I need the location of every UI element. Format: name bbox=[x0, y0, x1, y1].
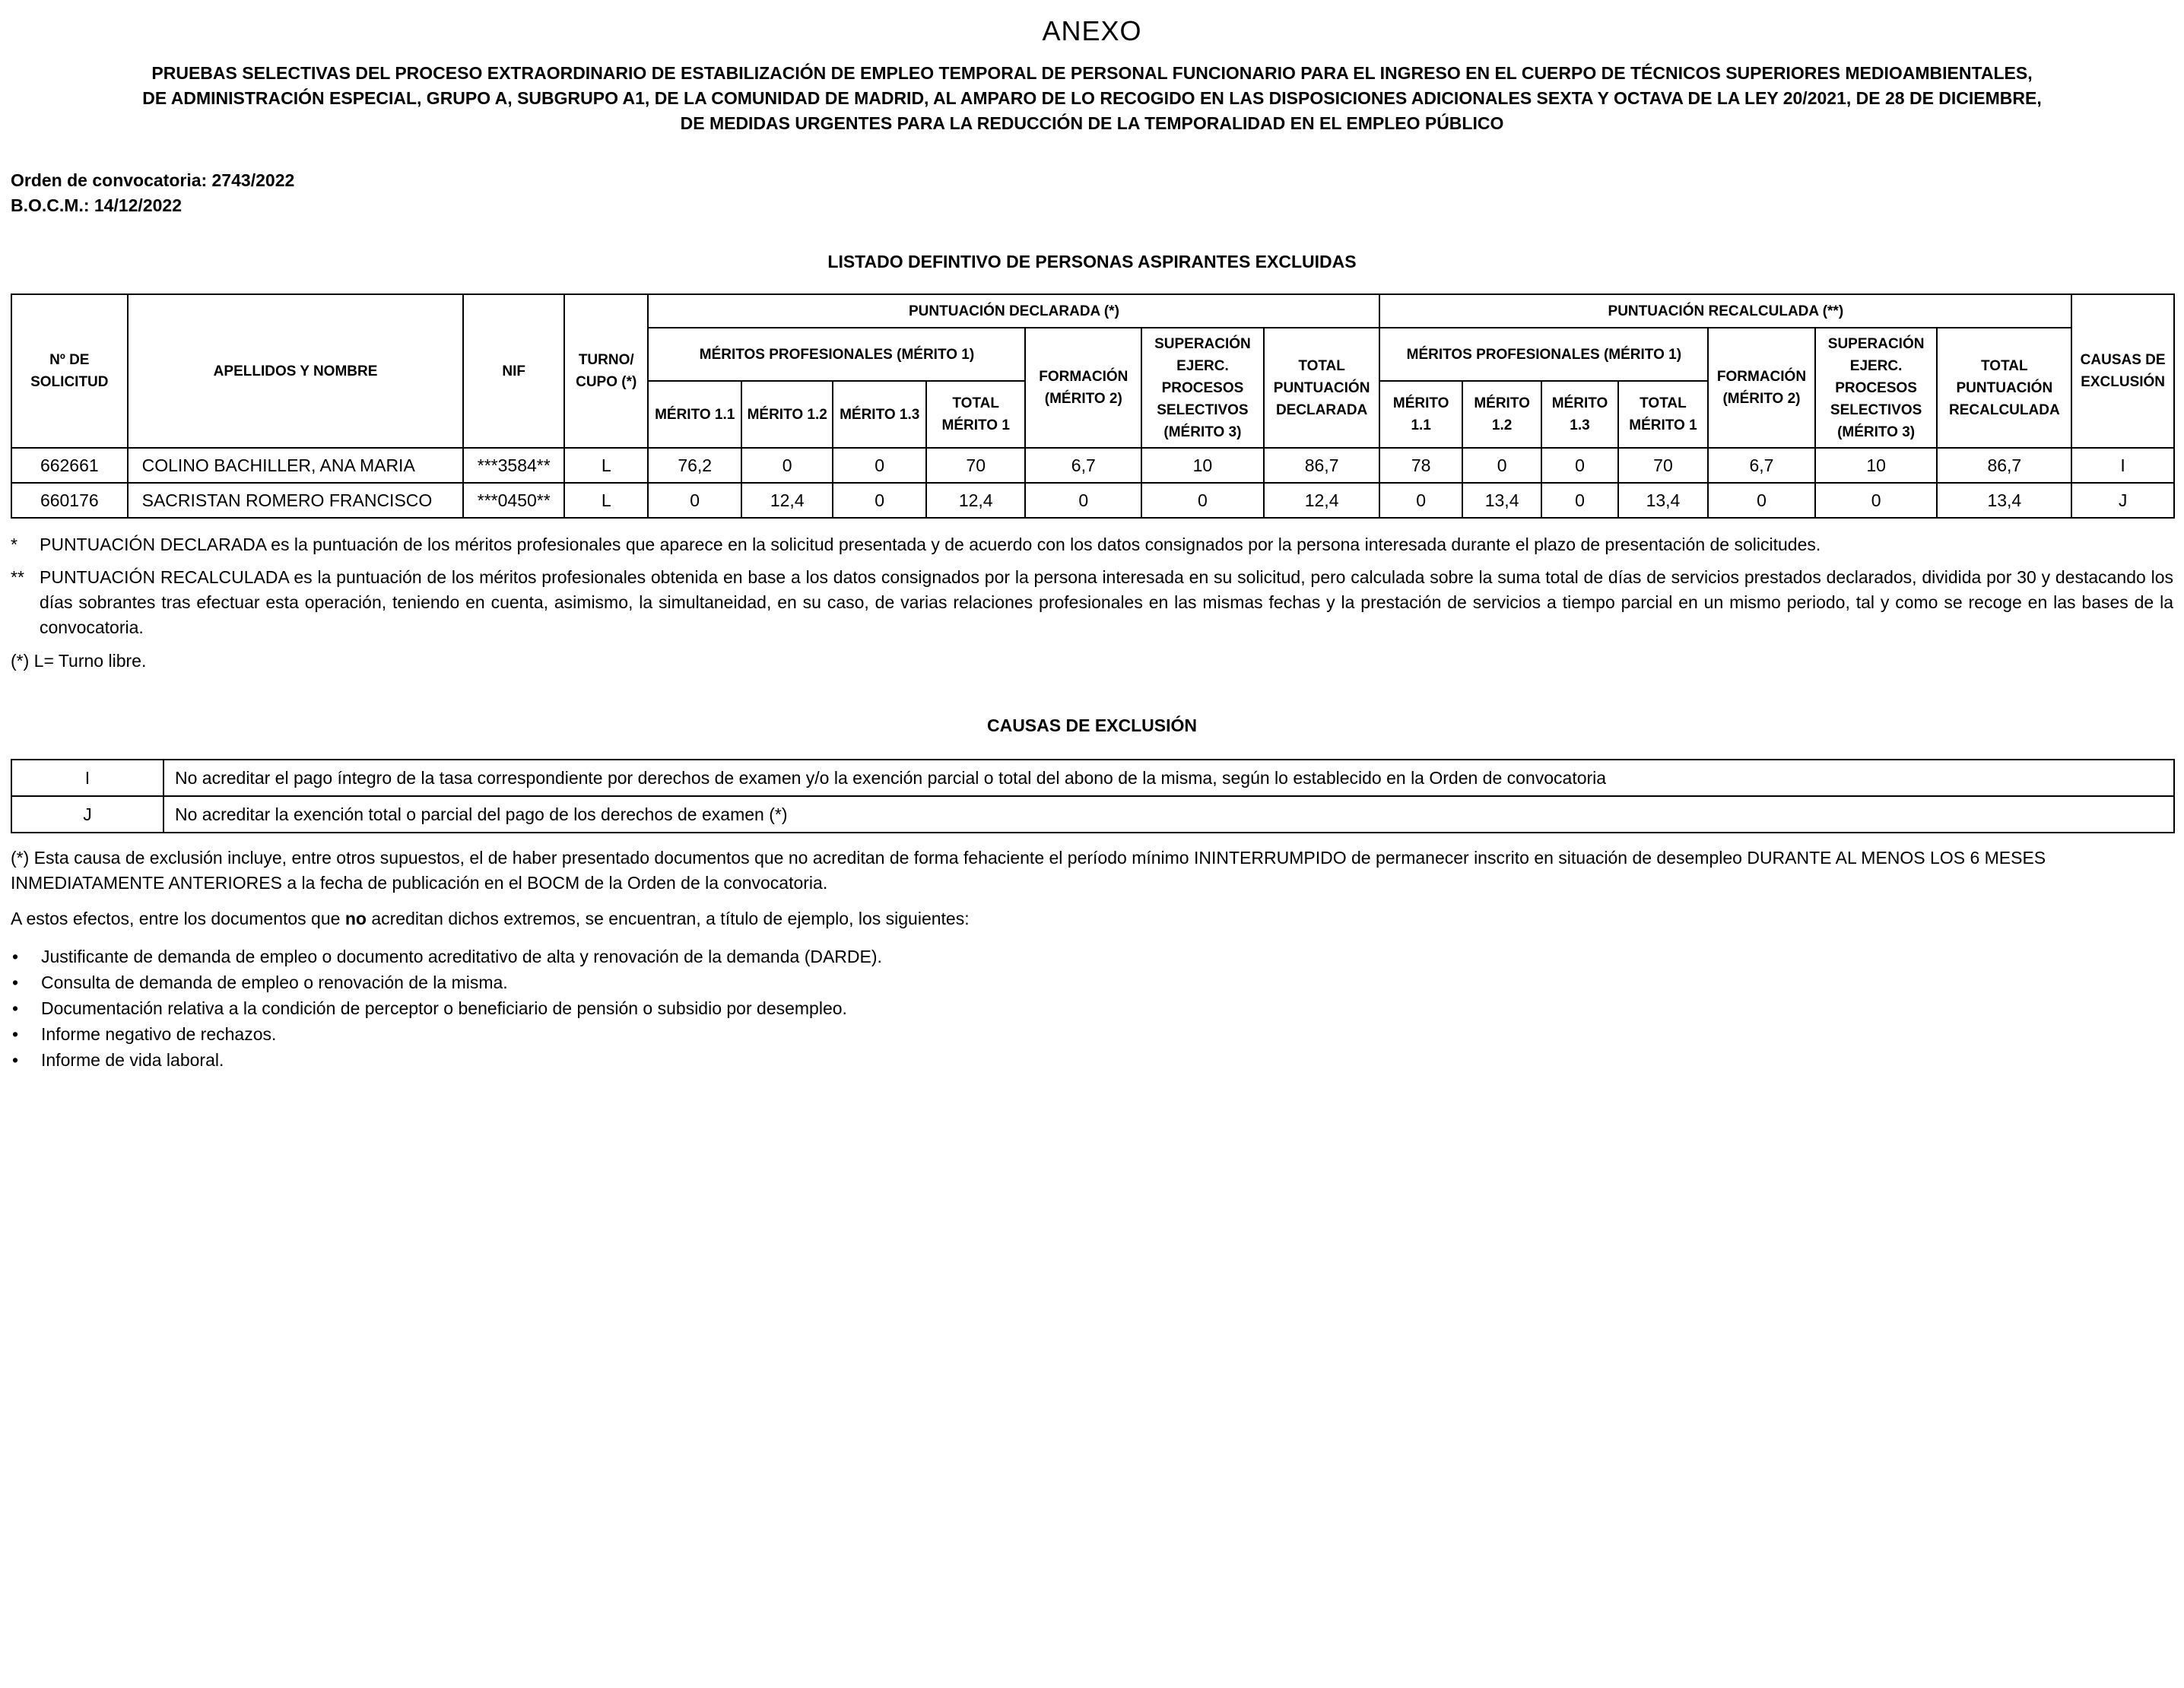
turno-note: (*) L= Turno libre. bbox=[11, 651, 147, 671]
causa-code: I bbox=[11, 760, 163, 796]
causas-table bbox=[11, 759, 2175, 833]
header-formacion: FORMACIÓN (MÉRITO 2) bbox=[1025, 328, 1141, 448]
header-total-merito-1: TOTAL MÉRITO 1 bbox=[1618, 381, 1708, 448]
cell-recalc-total: 86,7 bbox=[1937, 448, 2071, 483]
header-causas: CAUSAS DE EXCLUSIÓN bbox=[2071, 294, 2174, 448]
cell-recalc-total-merito-1: 70 bbox=[1618, 448, 1708, 483]
cell-decl-superacion: 10 bbox=[1141, 448, 1264, 483]
cell-recalc-merito-1-1: 78 bbox=[1379, 448, 1462, 483]
cell-recalc-merito-1-3: 0 bbox=[1541, 448, 1617, 483]
list-item: • Documentación relativa a la condición de perceptor o beneficiario de pensión o subsidio por desempleo. bbox=[11, 995, 2173, 1021]
header-merito-1-2: MÉRITO 1.2 bbox=[741, 381, 833, 448]
cell-decl-superacion: 0 bbox=[1141, 483, 1264, 518]
cell-recalc-total-merito-1: 13,4 bbox=[1618, 483, 1708, 518]
cell-decl-total: 12,4 bbox=[1264, 483, 1380, 518]
header-merito-1-1: MÉRITO 1.1 bbox=[1379, 381, 1462, 448]
cell-causa: J bbox=[2071, 483, 2174, 518]
cell-recalc-merito-1-2: 13,4 bbox=[1462, 483, 1541, 518]
cell-recalc-formacion: 0 bbox=[1708, 483, 1815, 518]
cell-recalc-merito-1-2: 0 bbox=[1462, 448, 1541, 483]
cell-nif: ***0450** bbox=[463, 483, 564, 518]
cell-decl-formacion: 6,7 bbox=[1025, 448, 1141, 483]
bocm-date: B.O.C.M.: 14/12/2022 bbox=[11, 195, 182, 215]
header-solicitud: Nº DE SOLICITUD bbox=[11, 294, 128, 448]
cell-solicitud: 660176 bbox=[11, 483, 128, 518]
cell-causa: I bbox=[2071, 448, 2174, 483]
table-row bbox=[11, 448, 2174, 483]
header-total-recalculada: TOTAL PUNTUACIÓN RECALCULADA bbox=[1937, 328, 2071, 448]
cell-nombre: SACRISTAN ROMERO FRANCISCO bbox=[128, 483, 464, 518]
cell-recalc-superacion: 0 bbox=[1815, 483, 1938, 518]
orden-block bbox=[11, 168, 2173, 218]
header-puntuacion-recalculada: PUNTUACIÓN RECALCULADA (**) bbox=[1379, 294, 2071, 328]
cell-nombre: COLINO BACHILLER, ANA MARIA bbox=[128, 448, 464, 483]
cell-decl-merito-1-1: 76,2 bbox=[648, 448, 741, 483]
table-row bbox=[11, 483, 2174, 518]
efectos-paragraph bbox=[11, 906, 2173, 931]
document-page bbox=[11, 0, 2173, 1073]
cell-recalc-superacion: 10 bbox=[1815, 448, 1938, 483]
header-total-declarada: TOTAL PUNTUACIÓN DECLARADA bbox=[1264, 328, 1380, 448]
footnote-text: PUNTUACIÓN RECALCULADA es la puntuación de los méritos profesionales obtenida en base a los datos consignados por la persona interesada en su solicitud, pero calculada sobre la suma total de días de servicios prestados declarados, dividida por 30 y destacando los días sobrantes tras efectuar esta operación, teniendo en cuenta, asimismo, la simultaneidad, en su caso, de varias relaciones profesionales en las mismas fechas y la prestación de servicios a tiempo parcial en un mismo periodo, tal y como se recoge en las bases de la convocatoria. bbox=[40, 567, 2173, 637]
header-superacion: SUPERACIÓN EJERC. PROCESOS SELECTIVOS (MÉRITO 3) bbox=[1141, 328, 1264, 448]
footnote-mark: * bbox=[11, 535, 17, 554]
cell-recalc-formacion: 6,7 bbox=[1708, 448, 1815, 483]
header-turno: TURNO/ CUPO (*) bbox=[564, 294, 648, 448]
header-total-merito-1: TOTAL MÉRITO 1 bbox=[926, 381, 1026, 448]
cell-decl-formacion: 0 bbox=[1025, 483, 1141, 518]
causa-code: J bbox=[11, 796, 163, 833]
header-apellidos: APELLIDOS Y NOMBRE bbox=[128, 294, 464, 448]
listado-title: LISTADO DEFINTIVO DE PERSONAS ASPIRANTES EXCLUIDAS bbox=[827, 252, 1357, 271]
list-item: • Justificante de demanda de empleo o documento acreditativo de alta y renovación de la demanda (DARDE). bbox=[11, 944, 2173, 969]
cell-decl-merito-1-3: 0 bbox=[833, 448, 926, 483]
footnote-text: PUNTUACIÓN DECLARADA es la puntuación de los méritos profesionales que aparece en la solicitud presentada y de acuerdo con los datos consignados por la persona interesada durante el plazo de presentación de solicitudes. bbox=[40, 535, 1821, 554]
cell-turno: L bbox=[564, 483, 648, 518]
cell-decl-merito-1-1: 0 bbox=[648, 483, 741, 518]
subtitle-line: DE ADMINISTRACIÓN ESPECIAL, GRUPO A, SUBGRUPO A1, DE LA COMUNIDAD DE MADRID, AL AMPARO DE LO RECOGIDO EN LAS DISPOSICIONES ADICIONALES SEXTA Y OCTAVA DE LA LEY 20/2021, DE 28 DE DICIEMBRE, bbox=[142, 88, 2042, 108]
header-meritos-profesionales: MÉRITOS PROFESIONALES (MÉRITO 1) bbox=[648, 328, 1025, 381]
header-nif: NIF bbox=[463, 294, 564, 448]
footnote-mark: ** bbox=[11, 567, 24, 587]
list-item: • Informe negativo de rechazos. bbox=[11, 1021, 2173, 1047]
documents-list bbox=[11, 944, 2173, 1073]
cell-decl-total: 86,7 bbox=[1264, 448, 1380, 483]
cell-recalc-merito-1-1: 0 bbox=[1379, 483, 1462, 518]
cell-turno: L bbox=[564, 448, 648, 483]
convocatoria-subtitle bbox=[11, 61, 2173, 136]
cell-decl-merito-1-2: 0 bbox=[741, 448, 833, 483]
causa-footnote: (*) Esta causa de exclusión incluye, entre otros supuestos, el de haber presentado documentos que no acreditan de forma fehaciente el período mínimo ININTERRUMPIDO de permanecer inscrito en situación de desempleo DURANTE AL MENOS LOS 6 MESES INMEDIATAMENTE ANTERIORES a la fecha de publicación en el BOCM de la Orden de la convocatoria. bbox=[11, 848, 2046, 893]
cell-decl-merito-1-2: 12,4 bbox=[741, 483, 833, 518]
causa-row bbox=[11, 760, 2174, 796]
header-puntuacion-declarada: PUNTUACIÓN DECLARADA (*) bbox=[648, 294, 1379, 328]
header-merito-1-1: MÉRITO 1.1 bbox=[648, 381, 741, 448]
efectos-text: acreditan dichos extremos, se encuentran, a título de ejemplo, los siguientes: bbox=[366, 909, 970, 928]
list-item: • Consulta de demanda de empleo o renovación de la misma. bbox=[11, 969, 2173, 995]
causas-title: CAUSAS DE EXCLUSIÓN bbox=[986, 715, 1198, 735]
header-meritos-profesionales: MÉRITOS PROFESIONALES (MÉRITO 1) bbox=[1379, 328, 1708, 381]
list-item: • Informe de vida laboral. bbox=[11, 1047, 2173, 1073]
cell-decl-total-merito-1: 12,4 bbox=[926, 483, 1026, 518]
anexo-title: ANEXO bbox=[1042, 15, 1142, 46]
orden-convocatoria: Orden de convocatoria: 2743/2022 bbox=[11, 170, 295, 190]
cell-recalc-merito-1-3: 0 bbox=[1541, 483, 1617, 518]
efectos-emphasis: no bbox=[344, 909, 367, 928]
header-superacion: SUPERACIÓN EJERC. PROCESOS SELECTIVOS (MÉRITO 3) bbox=[1815, 328, 1938, 448]
footnote-recalculada bbox=[11, 565, 2173, 640]
header-formacion: FORMACIÓN (MÉRITO 2) bbox=[1708, 328, 1815, 448]
cell-nif: ***3584** bbox=[463, 448, 564, 483]
subtitle-line: DE MEDIDAS URGENTES PARA LA REDUCCIÓN DE LA TEMPORALIDAD EN EL EMPLEO PÚBLICO bbox=[680, 113, 1504, 133]
cell-solicitud: 662661 bbox=[11, 448, 128, 483]
cell-decl-total-merito-1: 70 bbox=[926, 448, 1026, 483]
header-merito-1-3: MÉRITO 1.3 bbox=[1541, 381, 1617, 448]
cell-decl-merito-1-3: 0 bbox=[833, 483, 926, 518]
cell-recalc-total: 13,4 bbox=[1937, 483, 2071, 518]
causa-description: No acreditar la exención total o parcial del pago de los derechos de examen (*) bbox=[163, 796, 2174, 833]
header-merito-1-3: MÉRITO 1.3 bbox=[833, 381, 926, 448]
causa-description: No acreditar el pago íntegro de la tasa correspondiente por derechos de examen y/o la exención parcial o total del abono de la misma, según lo establecido en la Orden de convocatoria bbox=[163, 760, 2174, 796]
footnote-declarada bbox=[11, 532, 2173, 557]
efectos-text: A estos efectos, entre los documentos que bbox=[11, 909, 345, 928]
header-merito-1-2: MÉRITO 1.2 bbox=[1462, 381, 1541, 448]
subtitle-line: PRUEBAS SELECTIVAS DEL PROCESO EXTRAORDINARIO DE ESTABILIZACIÓN DE EMPLEO TEMPORAL DE PERSONAL FUNCIONARIO PARA EL INGRESO EN EL CUERPO DE TÉCNICOS SUPERIORES MEDIOAMBIENTALES, bbox=[151, 63, 2033, 83]
excluded-table bbox=[11, 293, 2175, 519]
causa-row bbox=[11, 796, 2174, 833]
